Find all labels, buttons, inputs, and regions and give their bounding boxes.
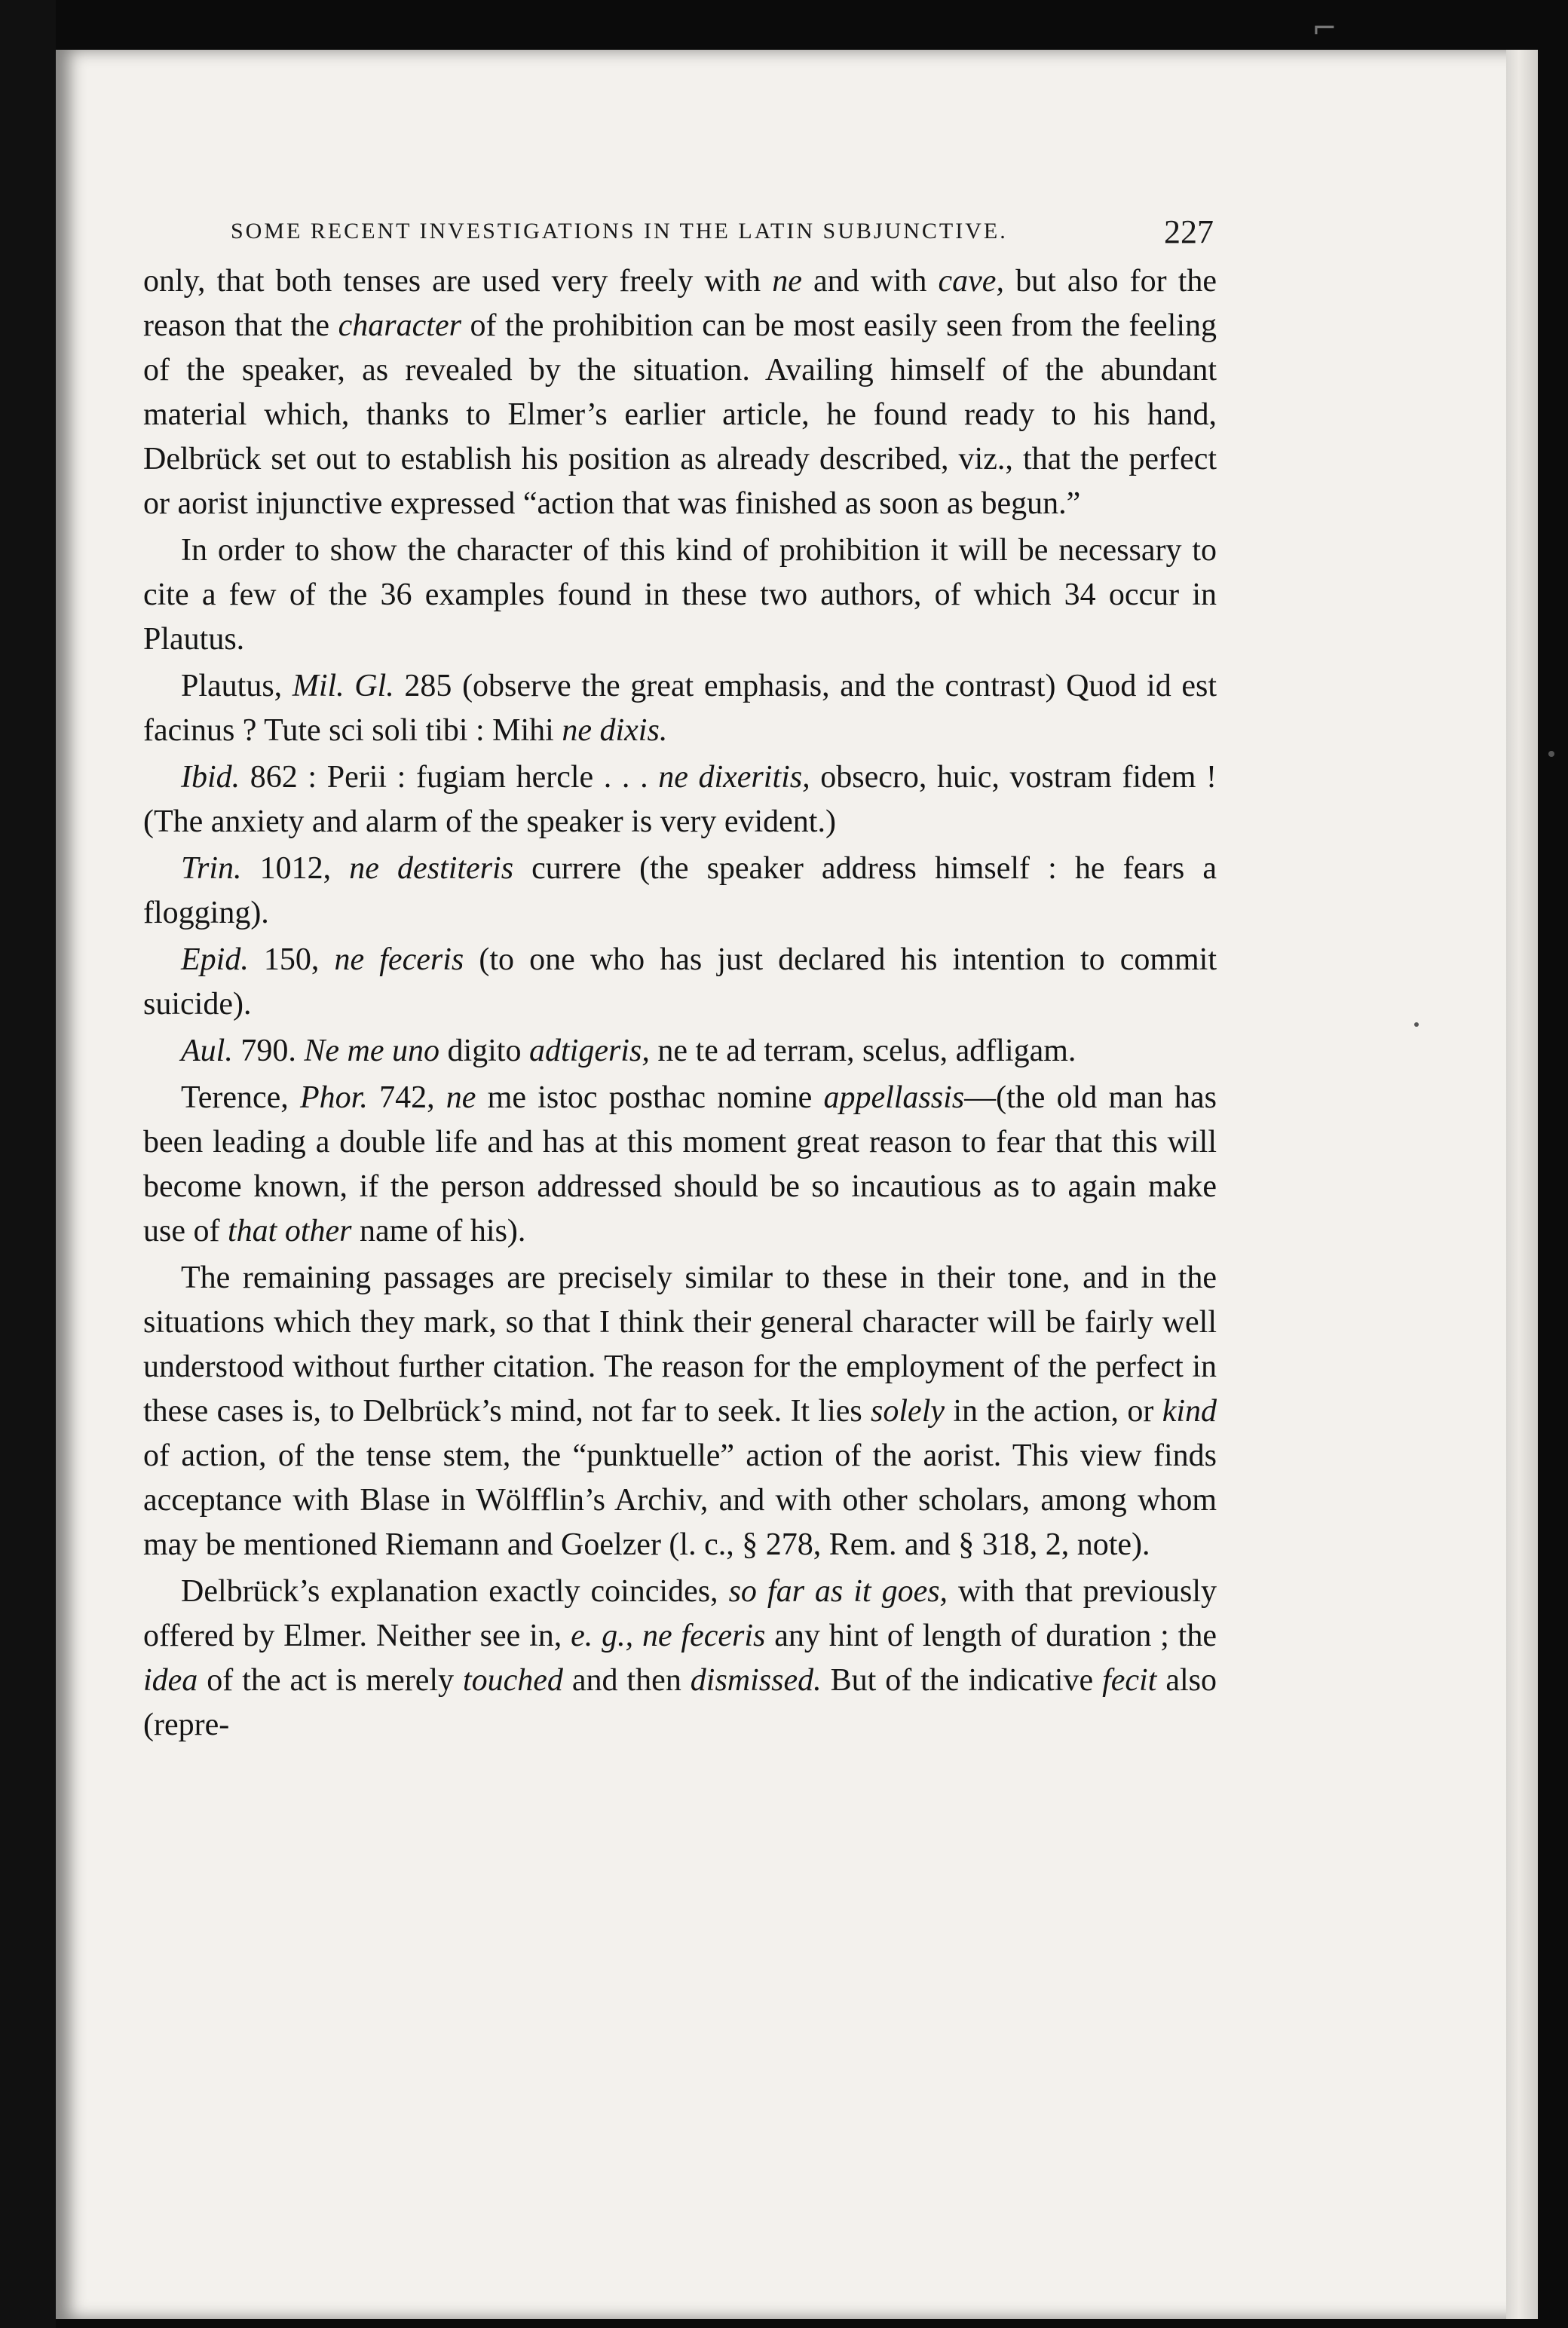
paragraph: [143, 938, 1217, 1027]
text-run: 1012,: [241, 851, 350, 886]
italic-text: Aul.: [181, 1034, 233, 1068]
text-run: of the prohibition can be most easily seen from the feeling of the speaker, as revealed by the situation. Availing himself of the abundant material which, thanks to Elmer’s earlier article, he found ready to his hand, Delbrück set out to establish his position as already described, viz., that the perfect or aorist injunctive expressed “action that was finished as soon as begun.”: [143, 308, 1217, 521]
italic-text: ne: [772, 264, 802, 299]
text-run: In order to show the character of this kind of prohibition it will be necessary to cite a few of the 36 examples found in these two authors, of which 34 occur in Plautus.: [143, 533, 1217, 657]
text-run: [633, 1619, 642, 1653]
italic-text: ne destiteris: [349, 851, 514, 886]
text-run: 862 : Perii : fugiam hercle . . .: [240, 760, 659, 795]
paragraph: [143, 1570, 1217, 1748]
italic-text: that other: [227, 1214, 352, 1248]
italic-text: ne: [446, 1080, 476, 1115]
italic-text: Trin.: [181, 851, 242, 886]
paragraph: [143, 664, 1217, 753]
text-run: Terence,: [181, 1080, 300, 1115]
italic-text: appellassis: [823, 1080, 965, 1115]
text-run: obsecro, huic, vostram fidem ! (The anxiety and alarm of the speaker is very evident.): [143, 760, 1217, 839]
text-run: —(the old man has been leading a double life and has at this moment great reason to fear that this will become known, if the person addressed should be so incautious as to again make use of: [143, 1080, 1217, 1248]
text-run: currere (the speaker address himself : he fears a flogging).: [143, 851, 1217, 930]
text-run: 150,: [248, 942, 335, 977]
text-run: and then: [562, 1663, 691, 1698]
dust-speck: [1414, 1022, 1419, 1027]
paragraph: [143, 1076, 1217, 1254]
text-run: ne te ad terram, scelus, adfligam.: [649, 1034, 1076, 1068]
text-run: but also for the reason that the: [143, 264, 1217, 343]
text-run: Plautus,: [181, 669, 292, 703]
body-text: [143, 259, 1217, 2204]
text-run: me istoc posthac nomine: [476, 1080, 824, 1115]
paragraph: [143, 847, 1217, 936]
page-edge-strip: [1506, 50, 1538, 2319]
italic-text: Ibid.: [181, 760, 240, 795]
paragraph: [143, 755, 1217, 844]
paragraph: [143, 259, 1217, 526]
italic-text: dismissed.: [690, 1663, 822, 1698]
text-run: 742,: [367, 1080, 446, 1115]
text-run: 285 (observe the great emphasis, and the contrast) Quod id est facinus ? Tute sci soli tibi : Mihi: [143, 669, 1217, 748]
paragraph: [143, 1256, 1217, 1567]
italic-text: ne dixis.: [562, 713, 668, 748]
italic-text: ne dixeritis,: [658, 760, 810, 795]
text-run: also (repre-: [143, 1663, 1217, 1742]
text-run: But of the indicative: [821, 1663, 1103, 1698]
italic-text: Phor.: [300, 1080, 368, 1115]
text-run: The remaining passages are precisely similar to these in their tone, and in the situations which they mark, so that I think their general character will be fairly well understood without further citation. The reason for the employment of the perfect in these cases is, to Delbrück’s mind, not far to seek. It lies: [143, 1260, 1217, 1429]
text-run: Delbrück’s explanation exactly coincides,: [181, 1574, 729, 1609]
text-run: name of his).: [351, 1214, 526, 1248]
italic-text: cave,: [938, 264, 1004, 299]
italic-text: solely: [871, 1394, 945, 1429]
italic-text: Epid.: [181, 942, 249, 977]
text-run: of the act is merely: [198, 1663, 463, 1698]
italic-text: ne feceris: [334, 942, 464, 977]
italic-text: e. g.,: [571, 1619, 634, 1653]
paragraph: [143, 1029, 1217, 1074]
italic-text: kind: [1162, 1394, 1217, 1429]
italic-text: touched: [462, 1663, 563, 1698]
corner-mark: ⌐: [1312, 11, 1337, 46]
italic-text: Ne me uno: [304, 1034, 439, 1068]
italic-text: Mil. Gl.: [292, 669, 394, 703]
text-run: 790.: [232, 1034, 305, 1068]
text-run: any hint of length of duration ; the: [765, 1619, 1217, 1653]
text-run: (to one who has just declared his intention to commit suicide).: [143, 942, 1217, 1022]
text-run: with that previously offered by Elmer. Neither see in,: [143, 1574, 1217, 1653]
running-title: SOME RECENT INVESTIGATIONS IN THE LATIN SUBJUNCTIVE.: [231, 219, 1008, 244]
italic-text: character: [338, 308, 461, 343]
italic-text: idea: [143, 1663, 198, 1698]
binding-shadow: [0, 0, 56, 2328]
italic-text: ne feceris: [642, 1619, 766, 1653]
italic-text: adtigeris,: [528, 1034, 650, 1068]
text-run: and with: [801, 264, 939, 299]
text-run: in the action, or: [945, 1394, 1162, 1429]
paragraph: [143, 528, 1217, 662]
page-number: 227: [1164, 213, 1214, 250]
italic-text: fecit: [1102, 1663, 1157, 1698]
italic-text: so far as it goes,: [728, 1574, 948, 1609]
text-run: digito: [439, 1034, 529, 1068]
text-run: only, that both tenses are used very freely with: [143, 264, 773, 299]
dust-speck: [1548, 751, 1554, 757]
text-run: of action, of the tense stem, the “punktuelle” action of the aorist. This view finds acceptance with Blase in Wölfflin’s Archiv, and with other scholars, among whom may be mentioned Riemann and Goelzer (l. c., § 278, Rem. and § 318, 2, note).: [143, 1438, 1217, 1562]
running-head: [231, 213, 1214, 250]
